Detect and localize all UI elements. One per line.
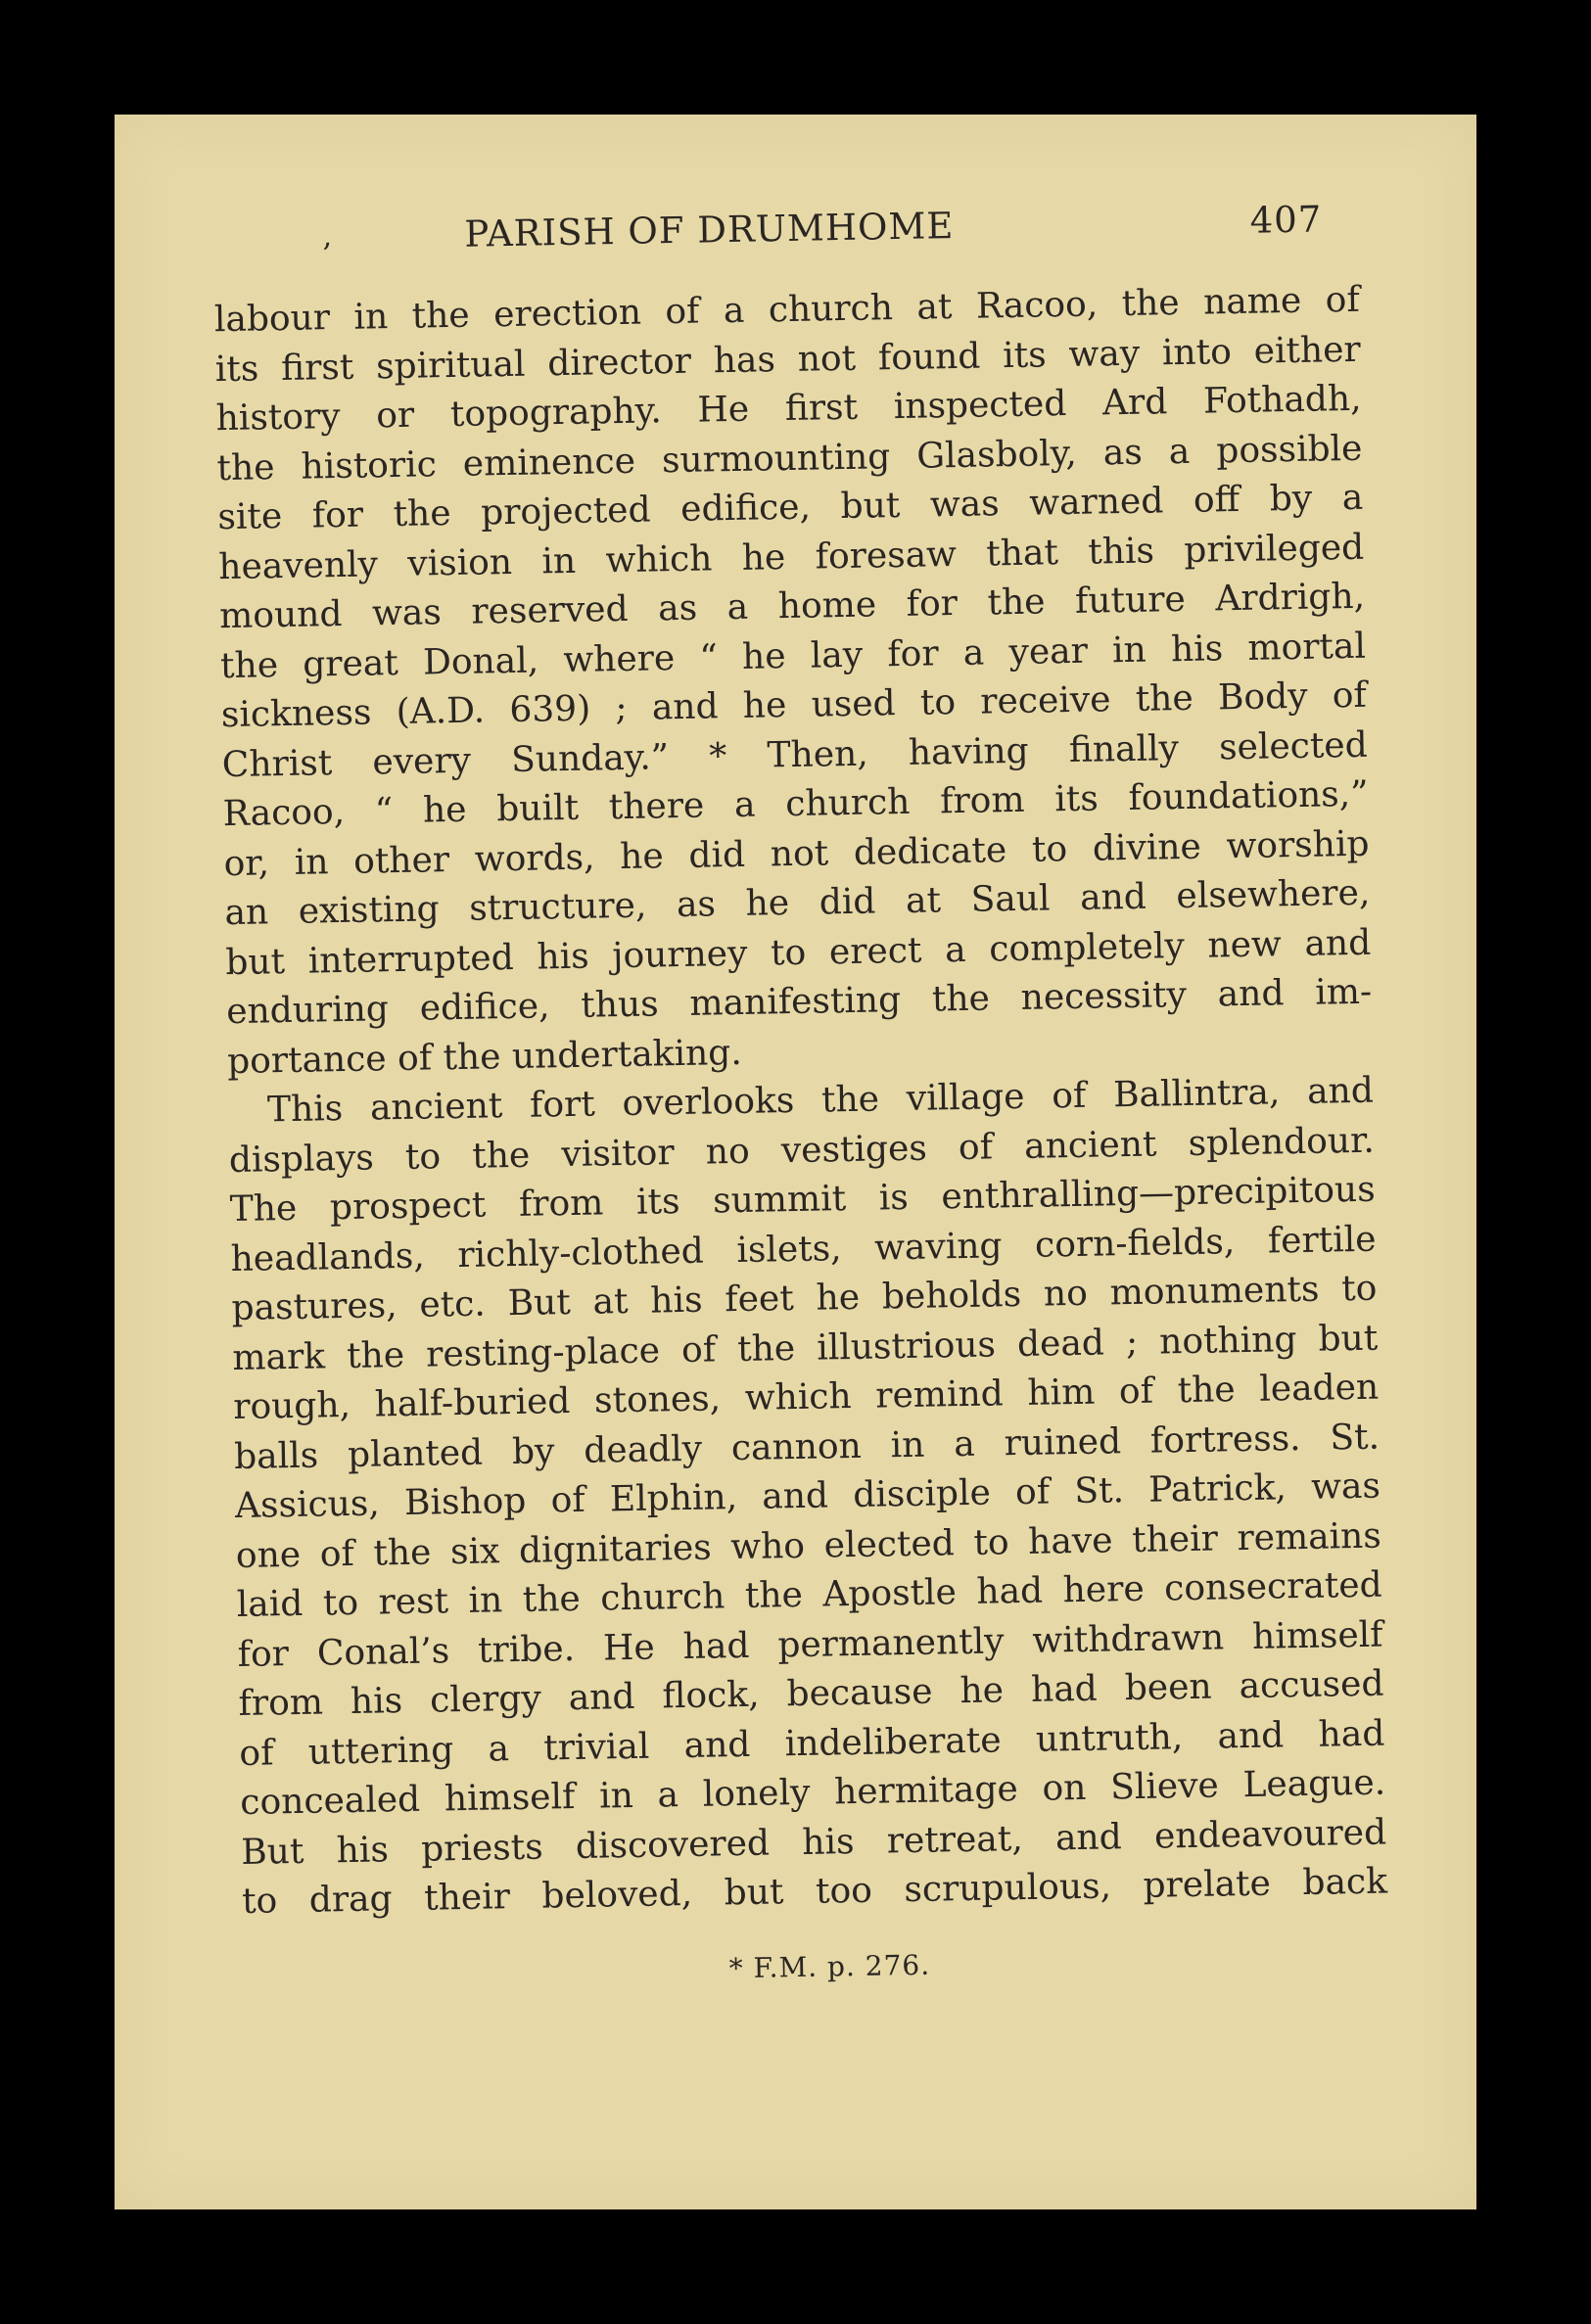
- page-text-block: [212, 198, 1388, 1993]
- text-line: from his clergy and flock, because he had been accused: [238, 1663, 1384, 1724]
- text-line: but interrupted his journey to erect a completely new and: [225, 922, 1372, 983]
- page-number: 407: [1249, 198, 1323, 242]
- text-line: or, in other words, he did not dedicate to divine worship: [223, 823, 1370, 884]
- text-line: an existing structure, as he did at Saul and elsewhere,: [224, 872, 1371, 934]
- text-line: laid to rest in the church the Apostle had here consecrated: [236, 1564, 1383, 1625]
- paragraph-end-line: portance of the undertaking.: [226, 1032, 743, 1082]
- text-line: Christ every Sunday.” * Then, having finally selected: [221, 724, 1369, 785]
- text-line: rough, half-buried stones, which remind him of the leaden: [232, 1367, 1380, 1428]
- text-line: the historic eminence surmounting Glasboly, as a possible: [216, 428, 1363, 488]
- text-line: heavenly vision in which he foresaw that this privileged: [217, 527, 1365, 587]
- text-line: to drag their beloved, but too scrupulous, prelate back: [241, 1861, 1388, 1922]
- body-text: [213, 276, 1387, 1928]
- book-page: [115, 115, 1476, 2209]
- header-mark: ,: [322, 219, 334, 255]
- text-line: balls planted by deadly cannon in a ruined fortress. St.: [233, 1417, 1380, 1477]
- text-line: for Conal’s tribe. He had permanently withdrawn himself: [237, 1614, 1383, 1675]
- text-line: site for the projected edifice, but was warned off by a: [217, 477, 1364, 538]
- text-line: concealed himself in a lonely hermitage on Slieve League.: [239, 1762, 1386, 1823]
- text-line: The prospect from its summit is enthralling—precipitous: [229, 1169, 1376, 1231]
- text-line: headlands, richly-clothed islets, waving corn-fields, fertile: [230, 1219, 1377, 1279]
- paragraph-start-line: This ancient fort overlooks the village of Ballintra, and: [266, 1070, 1375, 1131]
- footnote: * F.M. p. 276.: [728, 1948, 931, 1984]
- text-line: labour in the erection of a church at Racoo, the name of: [213, 279, 1361, 341]
- text-line: Assicus, Bishop of Elphin, and disciple of St. Patrick, was: [234, 1465, 1381, 1527]
- text-line: its first spiritual director has not found its way into either: [214, 329, 1361, 390]
- text-line: mark the resting-place of the illustrious dead ; nothing but: [232, 1318, 1379, 1378]
- text-line: sickness (A.D. 639) ; and he used to receive the Body of: [220, 674, 1368, 736]
- text-line: mound was reserved as a home for the future Ardrigh,: [218, 576, 1366, 637]
- running-title: PARISH OF DRUMHOME: [464, 204, 955, 256]
- text-line: one of the six dignitaries who elected to have their remains: [235, 1515, 1382, 1576]
- text-line: But his priests discovered his retreat, and endeavoured: [240, 1812, 1387, 1873]
- text-line: pastures, etc. But at his feet he beholds no monuments to: [231, 1268, 1378, 1329]
- text-line: the great Donal, where “ he lay for a year in his mortal: [219, 626, 1367, 686]
- text-line: enduring edifice, thus manifesting the necessity and im-: [225, 971, 1373, 1033]
- text-line: history or topography. He first inspected Ard Fothadh,: [215, 378, 1362, 440]
- text-line: Racoo, “ he built there a church from its foundations,”: [222, 773, 1369, 835]
- text-line: displays to the visitor no vestiges of ancient splendour.: [228, 1120, 1376, 1181]
- text-line: of uttering a trivial and indeliberate untruth, and had: [239, 1713, 1385, 1774]
